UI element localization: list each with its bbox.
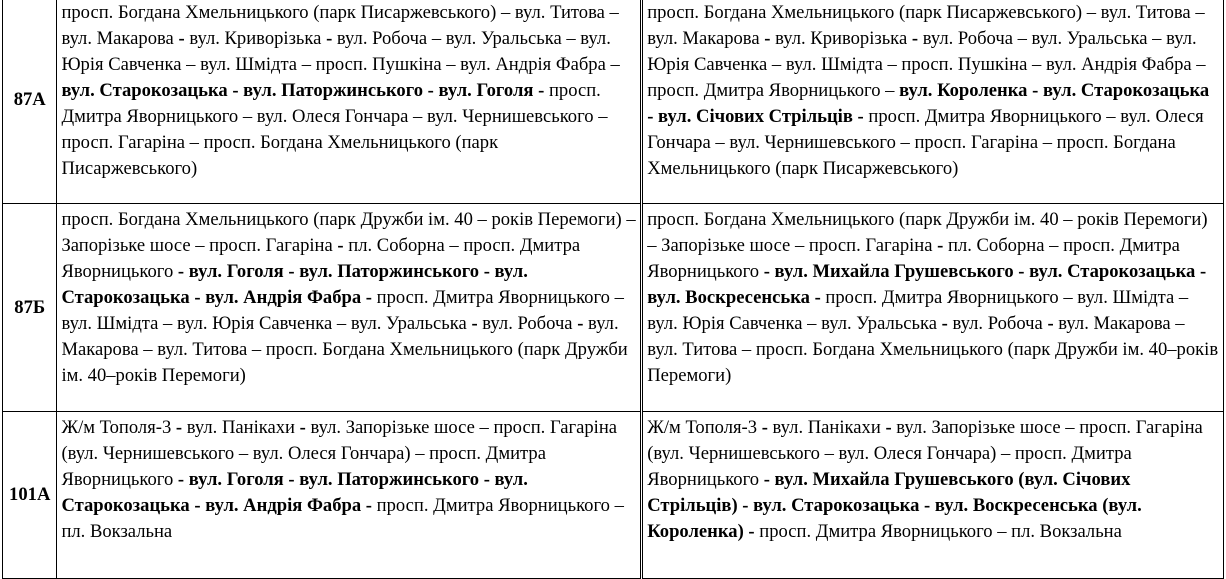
- route-street-text: просп. Богдана Хмельницького (парк Писаржевського) – вул. Титова – вул. Макарова: [647, 2, 1205, 49]
- route-street-bold: -: [577, 313, 584, 334]
- route-street-bold: -: [326, 28, 333, 49]
- route-street-text: Ж/м Тополя-3: [647, 417, 762, 438]
- route-street-bold: -: [178, 28, 185, 49]
- route-street-bold: -: [761, 417, 768, 438]
- route-street-bold: -: [1047, 313, 1054, 334]
- route-number: 87Б: [3, 204, 57, 412]
- route-street-bold: -: [885, 417, 892, 438]
- new-route-cell: [642, 0, 1224, 204]
- route-street-text: вул. Панікахи: [767, 417, 886, 438]
- route-number: 101А: [3, 412, 57, 579]
- route-street-text: просп. Богдана Хмельницького (парк Писаржевського) – вул. Титова – вул. Макарова: [61, 2, 619, 49]
- route-street-text: вул. Робоча: [947, 313, 1048, 334]
- route-street-bold: -: [764, 28, 771, 49]
- route-street-text: вул. Панікахи: [182, 417, 300, 438]
- route-street-text: вул. Криворізька: [184, 28, 327, 49]
- route-street-bold: -: [937, 235, 944, 256]
- route-street-text: вул. Макарова – вул. Титова – просп. Богдана Хмельницького (парк Дружби ім. 40–років Перемоги): [61, 313, 628, 386]
- route-street-text: вул. Криворізька: [770, 28, 912, 49]
- route-street-bold: -: [337, 235, 344, 256]
- route-street-text: просп. Дмитра Яворницького – вул. Олеся Гончара – вул. Чернишевського – просп. Гагаріна – просп. Богдана Хмельницького (парк Писаржевського): [647, 106, 1204, 179]
- new-route-cell: [642, 412, 1224, 579]
- new-route-cell: [642, 204, 1224, 412]
- table-row: [3, 412, 1224, 579]
- route-street-bold: - вул. Михайла Грушевського (вул. Січових Стрільців) - вул. Старокозацька - вул. Воскресенська (вул. Короленка) -: [647, 469, 1142, 542]
- old-route-cell: [57, 204, 642, 412]
- route-street-text: просп. Дмитра Яворницького – вул. Шмідта – вул. Юрія Савченка – вул. Уральська: [647, 287, 1189, 334]
- route-street-text: просп. Дмитра Яворницького – пл. Вокзальна: [61, 495, 624, 542]
- route-street-text: Ж/м Тополя-3: [61, 417, 176, 438]
- route-street-bold: - вул. Михайла Грушевського - вул. Старокозацька - вул. Воскресенська -: [647, 261, 1207, 308]
- route-street-text: пл. Соборна – просп. Дмитра Яворницького: [61, 235, 581, 282]
- route-street-text: просп. Богдана Хмельницького (парк Дружби ім. 40 – років Перемоги) – Запорізьке шосе – просп. Гагаріна: [61, 209, 636, 256]
- route-street-text: вул. Запорізьке шосе – просп. Гагаріна (вул. Чернишевського – вул. Олеся Гончара) – просп. Дмитра Яворницького: [647, 417, 1203, 490]
- route-street-text: вул. Запорізьке шосе – просп. Гагаріна (вул. Чернишевського – вул. Олеся Гончара) – просп. Дмитра Яворницького: [61, 417, 618, 490]
- route-changes-table: [2, 0, 1224, 579]
- route-street-text: просп. Дмитра Яворницького – вул. Шмідта – вул. Юрія Савченка – вул. Уральська: [61, 287, 624, 334]
- route-street-bold: - вул. Гоголя - вул. Паторжинського - вул. Старокозацька - вул. Андрія Фабра -: [61, 261, 528, 308]
- route-street-text: вул. Робоча – вул. Уральська – вул. Юрія Савченка – вул. Шмідта – просп. Пушкіна – вул. Андрія Фабра – просп. Дмитра Яворницького –: [647, 28, 1206, 101]
- old-route-cell: [57, 0, 642, 204]
- route-street-text: просп. Богдана Хмельницького (парк Дружби ім. 40 – років Перемоги) – Запорізьке шосе – просп. Гагаріна: [647, 209, 1208, 256]
- route-street-text: пл. Соборна – просп. Дмитра Яворницького: [647, 235, 1180, 282]
- route-street-text: вул. Робоча – вул. Уральська – вул. Юрія Савченка – вул. Шмідта – просп. Пушкіна – вул. Андрія Фабра –: [61, 28, 620, 75]
- old-route-cell: [57, 412, 642, 579]
- route-street-bold: - вул. Гоголя - вул. Паторжинського - вул. Старокозацька - вул. Андрія Фабра -: [61, 469, 528, 516]
- route-street-text: вул. Робоча: [477, 313, 578, 334]
- table-row: [3, 204, 1224, 412]
- route-street-text: просп. Дмитра Яворницького – вул. Олеся Гончара – вул. Чернишевського – просп. Гагаріна – просп. Богдана Хмельницького (парк Писаржевського): [61, 80, 608, 179]
- route-number: 87А: [3, 0, 57, 204]
- route-street-bold: -: [471, 313, 478, 334]
- route-street-bold: -: [175, 417, 183, 438]
- route-street-bold: вул. Короленка - вул. Старокозацька - вул. Січових Стрільців -: [647, 80, 1210, 127]
- route-street-bold: -: [911, 28, 919, 49]
- route-street-bold: вул. Старокозацька - вул. Паторжинського - вул. Гоголя -: [61, 80, 545, 101]
- route-street-bold: -: [941, 313, 948, 334]
- table-row: [3, 0, 1224, 204]
- route-street-text: просп. Дмитра Яворницького – пл. Вокзальна: [754, 521, 1122, 542]
- route-street-bold: -: [299, 417, 306, 438]
- route-street-text: вул. Макарова – вул. Титова – просп. Богдана Хмельницького (парк Дружби ім. 40–років Перемоги): [647, 313, 1219, 386]
